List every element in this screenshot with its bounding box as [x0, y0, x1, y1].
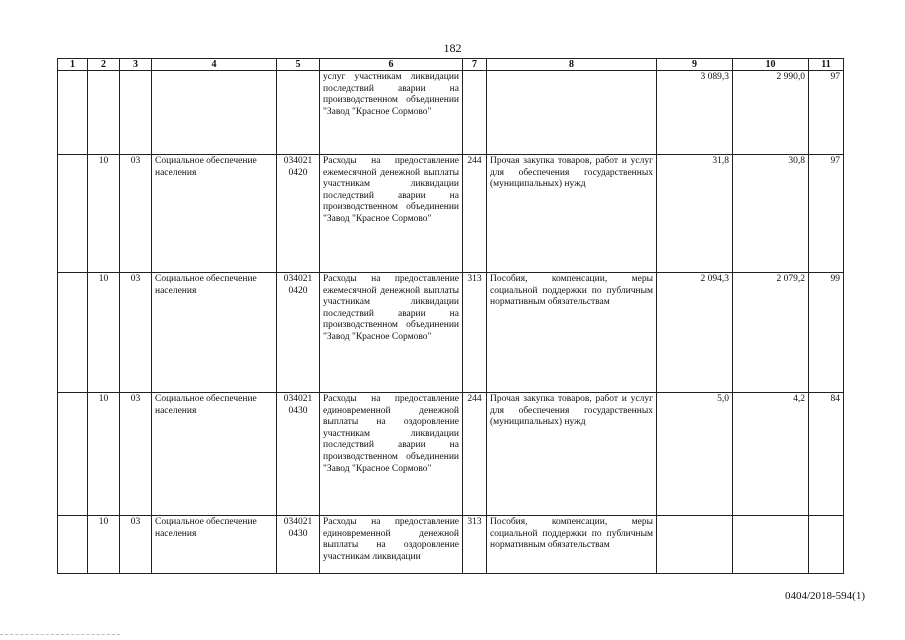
- cell-executed-amount: 2 079,2: [733, 273, 809, 393]
- column-header: 6: [320, 59, 463, 71]
- column-header: 5: [277, 59, 320, 71]
- table-header-row: [58, 59, 844, 71]
- cell-subsection: [120, 71, 152, 155]
- cell-section-name: Социальное обеспечение населения: [152, 393, 277, 516]
- cell-subsection: 03: [120, 516, 152, 574]
- cell-number: [58, 516, 88, 574]
- cell-section: 10: [88, 273, 120, 393]
- cell-expense-type-code: [463, 71, 487, 155]
- cell-number: [58, 273, 88, 393]
- cell-section: 10: [88, 393, 120, 516]
- cell-expense-type-code: 313: [463, 516, 487, 574]
- cell-target-code: 034021 0430: [277, 516, 320, 574]
- cell-section-name: Социальное обеспечение населения: [152, 273, 277, 393]
- cell-target-code: 034021 0430: [277, 393, 320, 516]
- table-row: [58, 393, 844, 516]
- cell-percent: 84: [809, 393, 844, 516]
- cell-expense-description: Расходы на предоставление ежемесячной денежной выплаты участникам ликвидации последствий аварии на производственном объединении "Завод "Красное Сормово": [320, 155, 463, 273]
- cell-number: [58, 155, 88, 273]
- table-row: [58, 273, 844, 393]
- column-header: 4: [152, 59, 277, 71]
- cell-section-name: [152, 71, 277, 155]
- cell-expense-type-name: [487, 71, 657, 155]
- cell-expense-type-name: Прочая закупка товаров, работ и услуг для обеспечения государственных (муниципальных) нужд: [487, 155, 657, 273]
- cell-expense-description: Расходы на предоставление единовременной денежной выплаты на оздоровление участникам ликвидации последствий аварии на производственном объединении "Завод "Красное Сормово": [320, 393, 463, 516]
- cell-planned-amount: 2 094,3: [657, 273, 733, 393]
- cell-expense-type-code: 244: [463, 155, 487, 273]
- cell-target-code: [277, 71, 320, 155]
- cell-planned-amount: [657, 516, 733, 574]
- cell-subsection: 03: [120, 155, 152, 273]
- column-header: 2: [88, 59, 120, 71]
- cell-expense-type-name: Прочая закупка товаров, работ и услуг для обеспечения государственных (муниципальных) нужд: [487, 393, 657, 516]
- cell-executed-amount: 2 990,0: [733, 71, 809, 155]
- cell-section: 10: [88, 516, 120, 574]
- cell-target-code: 034021 0420: [277, 155, 320, 273]
- cell-section-name: Социальное обеспечение населения: [152, 516, 277, 574]
- cell-expense-type-code: 244: [463, 393, 487, 516]
- cell-planned-amount: 3 089,3: [657, 71, 733, 155]
- cell-percent: 99: [809, 273, 844, 393]
- cell-expense-description: Расходы на предоставление ежемесячной денежной выплаты участникам ликвидации последствий аварии на производственном объединении "Завод "Красное Сормово": [320, 273, 463, 393]
- table-row: [58, 71, 844, 155]
- document-code: 0404/2018-594(1): [784, 590, 865, 602]
- cell-section: [88, 71, 120, 155]
- cell-percent: 97: [809, 155, 844, 273]
- cell-target-code: 034021 0420: [277, 273, 320, 393]
- table-row: [58, 516, 844, 574]
- cell-subsection: 03: [120, 273, 152, 393]
- cell-executed-amount: 30,8: [733, 155, 809, 273]
- column-header: 11: [809, 59, 844, 71]
- table-row: [58, 155, 844, 273]
- scan-edge-mark: [0, 634, 120, 637]
- cell-percent: 97: [809, 71, 844, 155]
- column-header: 3: [120, 59, 152, 71]
- cell-number: [58, 393, 88, 516]
- column-header: 8: [487, 59, 657, 71]
- cell-expense-type-name: Пособия, компенсации, меры социальной поддержки по публичным нормативным обязательствам: [487, 273, 657, 393]
- cell-percent: [809, 516, 844, 574]
- cell-executed-amount: [733, 516, 809, 574]
- page-number: 182: [443, 41, 462, 55]
- column-header: 10: [733, 59, 809, 71]
- column-header: 9: [657, 59, 733, 71]
- cell-expense-description: услуг участникам ликвидации последствий аварии на производственном объединении "Завод "Красное Сормово": [320, 71, 463, 155]
- cell-planned-amount: 31,8: [657, 155, 733, 273]
- column-header: 1: [58, 59, 88, 71]
- column-header: 7: [463, 59, 487, 71]
- cell-section-name: Социальное обеспечение населения: [152, 155, 277, 273]
- cell-expense-type-code: 313: [463, 273, 487, 393]
- cell-subsection: 03: [120, 393, 152, 516]
- cell-section: 10: [88, 155, 120, 273]
- cell-expense-description: Расходы на предоставление единовременной денежной выплаты на оздоровление участникам ликвидации: [320, 516, 463, 574]
- cell-executed-amount: 4,2: [733, 393, 809, 516]
- cell-expense-type-name: Пособия, компенсации, меры социальной поддержки по публичным нормативным обязательствам: [487, 516, 657, 574]
- cell-number: [58, 71, 88, 155]
- budget-table: [57, 58, 844, 574]
- cell-planned-amount: 5,0: [657, 393, 733, 516]
